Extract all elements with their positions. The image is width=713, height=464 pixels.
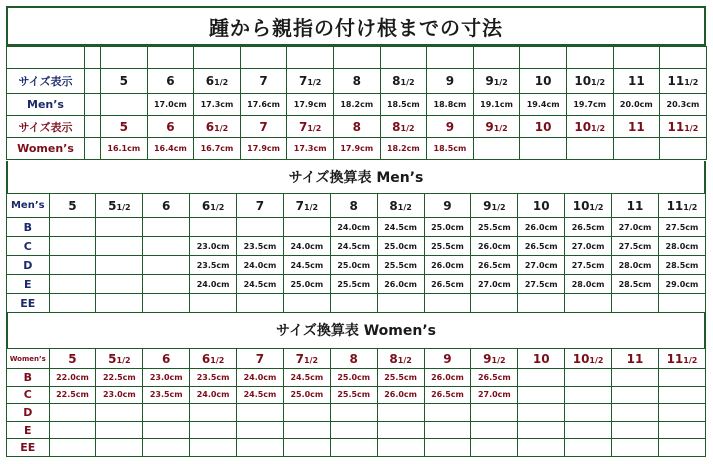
measurement-cell [96,237,143,256]
blank-cell [613,47,660,69]
measurement-cell: 24.0cm [237,256,284,275]
table-row [7,439,706,457]
spacer-cell [85,116,101,138]
table-row [7,116,707,138]
measurement-cell: 23.5cm [143,386,190,404]
size-cell: 8 [333,69,380,94]
measurement-cell [96,439,143,457]
measurement-cell [49,294,96,313]
size-cell: 6 [147,69,194,94]
measurement-cell [471,439,518,457]
row-label: サイズ表示 [7,116,85,138]
measurement-cell [565,439,612,457]
measurement-cell: 26.0cm [377,275,424,294]
measurement-cell [283,439,330,457]
measurement-cell [330,404,377,422]
measurement-cell: 28.0cm [612,256,659,275]
measurement-cell [96,256,143,275]
size-cell: 8 [333,116,380,138]
measurement-cell: 17.9cm [333,138,380,160]
measurement-cell: 26.0cm [424,256,471,275]
measurement-cell [471,404,518,422]
size-cell: 71/2 [287,116,334,138]
size-cell: 8 [330,349,377,369]
measurement-cell [565,369,612,387]
spacer-cell [85,138,101,160]
measurement-cell [143,294,190,313]
size-cell: 11 [613,69,660,94]
measurement-cell: 26.5cm [565,218,612,237]
measurement-cell [237,294,284,313]
measurement-cell [613,138,660,160]
measurement-cell: 24.5cm [283,369,330,387]
measurement-cell: 17.9cm [240,138,287,160]
womens-section-title: サイズ換算表 Women’s [6,312,706,348]
measurement-cell: 22.0cm [49,369,96,387]
measurement-cell [143,275,190,294]
size-cell: 11 [613,116,660,138]
measurement-cell [424,294,471,313]
measurement-cell [190,439,237,457]
measurement-cell: 24.0cm [283,237,330,256]
measurement-cell: 24.0cm [190,386,237,404]
measurement-cell [190,294,237,313]
measurement-cell [518,294,565,313]
size-cell: 6 [143,194,190,218]
measurement-cell [49,256,96,275]
size-cell: 61/2 [190,194,237,218]
measurement-cell [330,294,377,313]
measurement-cell: 27.5cm [658,218,705,237]
size-cell: 9 [427,69,474,94]
measurement-cell: 26.5cm [471,369,518,387]
measurement-cell [377,439,424,457]
measurement-cell: 27.5cm [612,237,659,256]
measurement-cell [283,404,330,422]
table-row [7,256,706,275]
table-row [7,237,706,256]
measurement-cell: 22.5cm [49,386,96,404]
measurement-cell: 20.0cm [613,94,660,116]
size-cell: 10 [518,349,565,369]
measurement-cell [612,294,659,313]
measurement-cell [49,421,96,439]
table-row [7,218,706,237]
measurement-cell [565,421,612,439]
row-label: Men’s [7,94,85,116]
measurement-cell [612,421,659,439]
measurement-cell: 25.5cm [377,369,424,387]
measurement-cell [565,404,612,422]
table-row [7,69,707,94]
measurement-cell [377,294,424,313]
measurement-cell: 25.0cm [330,256,377,275]
width-label: D [7,404,50,422]
size-header-row [7,194,706,218]
measurement-cell [283,294,330,313]
mens-section-title: サイズ換算表 Men’s [6,161,706,193]
measurement-cell: 23.0cm [96,386,143,404]
measurement-cell [424,404,471,422]
measurement-cell: 23.5cm [237,237,284,256]
blank-cell [660,47,707,69]
measurement-cell [658,421,705,439]
measurement-cell [658,386,705,404]
measurement-cell: 22.5cm [96,369,143,387]
measurement-cell [49,404,96,422]
table-row [7,294,706,313]
size-cell: 71/2 [283,349,330,369]
foot-length-table [6,46,707,160]
measurement-cell [96,275,143,294]
size-cell: 5 [101,69,148,94]
size-cell: 5 [49,349,96,369]
width-label: E [7,421,50,439]
size-cell: 81/2 [377,194,424,218]
womens-conversion-table [6,348,706,457]
measurement-cell: 26.0cm [377,386,424,404]
measurement-cell: 25.5cm [471,218,518,237]
size-cell: 111/2 [660,116,707,138]
measurement-cell: 24.0cm [237,369,284,387]
spacer-cell [85,94,101,116]
measurement-cell [143,404,190,422]
size-cell: 51/2 [96,194,143,218]
measurement-cell [377,421,424,439]
measurement-cell [612,369,659,387]
measurement-cell: 17.3cm [287,138,334,160]
blank-cell [85,47,101,69]
measurement-cell [190,421,237,439]
measurement-cell: 24.5cm [330,237,377,256]
measurement-cell: 24.5cm [237,386,284,404]
measurement-cell [612,404,659,422]
size-cell: 101/2 [565,349,612,369]
measurement-cell: 17.9cm [287,94,334,116]
blank-cell [427,47,474,69]
size-cell: 71/2 [283,194,330,218]
width-label: EE [7,439,50,457]
size-header-row [7,349,706,369]
measurement-cell: 26.0cm [518,218,565,237]
measurement-cell [49,439,96,457]
measurement-cell [471,294,518,313]
measurement-cell [518,386,565,404]
size-cell: 5 [49,194,96,218]
measurement-cell [330,439,377,457]
blank-cell [194,47,241,69]
size-cell: 10 [520,116,567,138]
header-label: Women’s [7,349,50,369]
measurement-cell: 28.0cm [658,237,705,256]
measurement-cell: 28.5cm [658,256,705,275]
size-cell: 9 [424,349,471,369]
blank-cell [520,47,567,69]
size-cell: 81/2 [380,116,427,138]
mens-conversion-table [6,193,706,313]
measurement-cell: 26.5cm [518,237,565,256]
measurement-cell: 27.0cm [565,237,612,256]
size-cell: 51/2 [96,349,143,369]
measurement-cell [471,421,518,439]
measurement-cell [237,421,284,439]
size-cell: 81/2 [377,349,424,369]
measurement-cell: 24.5cm [283,256,330,275]
measurement-cell [612,386,659,404]
blank-cell [147,47,194,69]
blank-cell [566,47,613,69]
measurement-cell: 24.5cm [237,275,284,294]
size-cell: 5 [101,116,148,138]
measurement-cell: 27.0cm [518,256,565,275]
blank-cell [240,47,287,69]
measurement-cell: 27.5cm [565,256,612,275]
measurement-cell [424,421,471,439]
measurement-cell: 24.5cm [377,218,424,237]
size-cell: 61/2 [194,116,241,138]
measurement-cell: 16.4cm [147,138,194,160]
blank-cell [333,47,380,69]
measurement-cell: 23.0cm [190,237,237,256]
measurement-cell [96,294,143,313]
size-cell: 101/2 [565,194,612,218]
size-cell: 8 [330,194,377,218]
row-label: Women’s [7,138,85,160]
measurement-cell: 25.5cm [377,256,424,275]
measurement-cell [190,218,237,237]
measurement-cell [143,256,190,275]
table-row [7,138,707,160]
measurement-cell: 26.0cm [424,369,471,387]
measurement-cell: 27.0cm [471,386,518,404]
size-cell: 9 [424,194,471,218]
measurement-cell: 16.1cm [101,138,148,160]
measurement-cell: 25.5cm [330,386,377,404]
measurement-cell [658,294,705,313]
measurement-cell [96,421,143,439]
chart-title: 踵から親指の付け根までの寸法 [6,6,706,46]
measurement-cell [660,138,707,160]
measurement-cell: 26.5cm [471,256,518,275]
measurement-cell: 18.8cm [427,94,474,116]
measurement-cell [283,218,330,237]
measurement-cell: 25.5cm [330,275,377,294]
measurement-cell: 23.5cm [190,369,237,387]
measurement-cell: 27.0cm [471,275,518,294]
size-cell: 7 [240,69,287,94]
size-cell: 101/2 [566,116,613,138]
measurement-cell: 25.0cm [330,369,377,387]
table-row [7,275,706,294]
measurement-cell: 24.0cm [330,218,377,237]
measurement-cell: 18.2cm [333,94,380,116]
measurement-cell [96,218,143,237]
measurement-cell [518,369,565,387]
measurement-cell [143,237,190,256]
measurement-cell [330,421,377,439]
measurement-cell [49,218,96,237]
measurement-cell [143,218,190,237]
size-cell: 91/2 [471,194,518,218]
measurement-cell [283,421,330,439]
size-chart-sheet [6,6,706,456]
blank-cell [101,47,148,69]
size-cell: 7 [237,349,284,369]
measurement-cell: 18.5cm [427,138,474,160]
blank-cell [473,47,520,69]
size-cell: 11 [612,194,659,218]
measurement-cell [101,94,148,116]
measurement-cell [237,439,284,457]
measurement-cell: 25.0cm [283,275,330,294]
size-cell: 6 [147,116,194,138]
size-cell: 9 [427,116,474,138]
measurement-cell: 24.0cm [190,275,237,294]
size-cell: 7 [237,194,284,218]
table-row [7,369,706,387]
blank-cell [7,47,85,69]
measurement-cell [49,237,96,256]
measurement-cell: 23.5cm [190,256,237,275]
measurement-cell [190,404,237,422]
measurement-cell: 28.5cm [612,275,659,294]
width-label: D [7,256,50,275]
table-header-spacer-row [7,47,707,69]
measurement-cell: 23.0cm [143,369,190,387]
size-cell: 91/2 [473,116,520,138]
measurement-cell [424,439,471,457]
spacer-cell [85,69,101,94]
width-label: B [7,218,50,237]
measurement-cell [143,421,190,439]
header-label: Men’s [7,194,50,218]
measurement-cell: 20.3cm [660,94,707,116]
measurement-cell: 19.7cm [566,94,613,116]
measurement-cell [518,439,565,457]
size-cell: 81/2 [380,69,427,94]
row-label: サイズ表示 [7,69,85,94]
measurement-cell [566,138,613,160]
measurement-cell [96,404,143,422]
measurement-cell: 28.0cm [565,275,612,294]
size-cell: 111/2 [658,349,705,369]
size-cell: 91/2 [473,69,520,94]
measurement-cell [518,421,565,439]
size-cell: 101/2 [566,69,613,94]
blank-cell [287,47,334,69]
size-cell: 6 [143,349,190,369]
measurement-cell: 25.0cm [377,237,424,256]
measurement-cell: 17.3cm [194,94,241,116]
measurement-cell: 19.1cm [473,94,520,116]
measurement-cell: 18.5cm [380,94,427,116]
size-cell: 11 [612,349,659,369]
width-label: B [7,369,50,387]
width-label: EE [7,294,50,313]
size-cell: 10 [520,69,567,94]
measurement-cell: 29.0cm [658,275,705,294]
measurement-cell: 26.5cm [424,386,471,404]
measurement-cell: 16.7cm [194,138,241,160]
size-cell: 7 [240,116,287,138]
measurement-cell [658,369,705,387]
measurement-cell: 25.5cm [424,237,471,256]
measurement-cell: 27.0cm [612,218,659,237]
width-label: C [7,386,50,404]
size-cell: 71/2 [287,69,334,94]
measurement-cell [565,294,612,313]
measurement-cell: 26.5cm [424,275,471,294]
size-cell: 111/2 [658,194,705,218]
table-row [7,421,706,439]
width-label: E [7,275,50,294]
measurement-cell: 19.4cm [520,94,567,116]
measurement-cell [473,138,520,160]
measurement-cell [237,218,284,237]
measurement-cell: 26.0cm [471,237,518,256]
measurement-cell [49,275,96,294]
measurement-cell [518,404,565,422]
size-cell: 91/2 [471,349,518,369]
measurement-cell [658,439,705,457]
measurement-cell [520,138,567,160]
size-cell: 61/2 [194,69,241,94]
width-label: C [7,237,50,256]
size-cell: 61/2 [190,349,237,369]
measurement-cell [565,386,612,404]
measurement-cell [143,439,190,457]
table-row [7,386,706,404]
measurement-cell [237,404,284,422]
measurement-cell [377,404,424,422]
measurement-cell [658,404,705,422]
table-row [7,404,706,422]
measurement-cell: 17.0cm [147,94,194,116]
measurement-cell: 17.6cm [240,94,287,116]
size-cell: 111/2 [660,69,707,94]
size-cell: 10 [518,194,565,218]
measurement-cell: 25.0cm [424,218,471,237]
measurement-cell: 27.5cm [518,275,565,294]
measurement-cell [612,439,659,457]
measurement-cell: 18.2cm [380,138,427,160]
table-row [7,94,707,116]
measurement-cell: 25.0cm [283,386,330,404]
blank-cell [380,47,427,69]
